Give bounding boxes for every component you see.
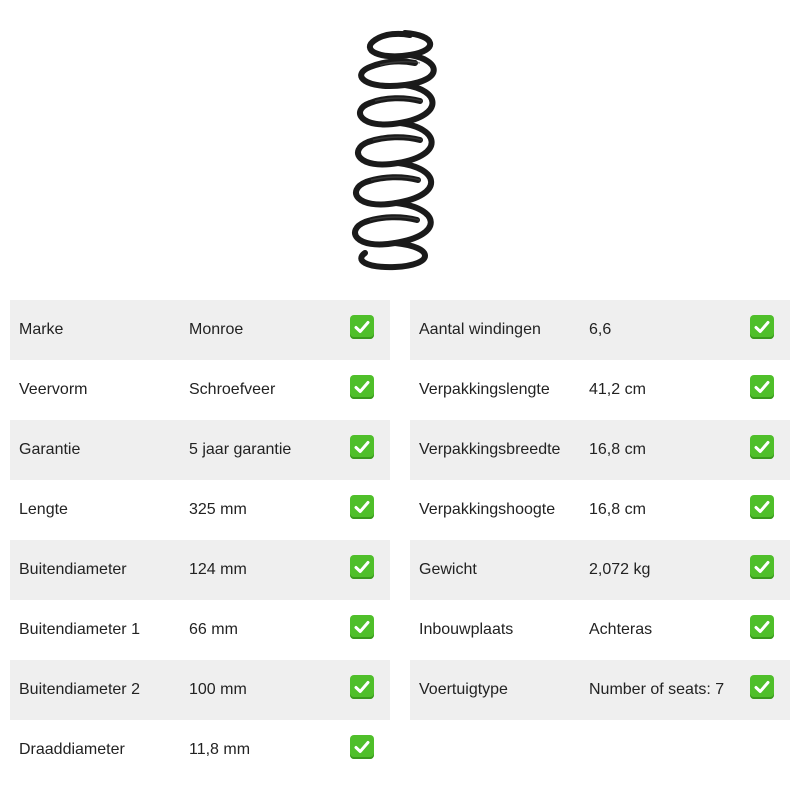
spec-value: 5 jaar garantie (189, 441, 292, 458)
spec-row (10, 420, 390, 480)
check-icon (350, 735, 374, 759)
spec-row (410, 300, 790, 360)
spec-row (410, 480, 790, 540)
spec-label: Buitendiameter (19, 561, 127, 578)
check-icon (350, 315, 374, 339)
spec-label: Gewicht (419, 561, 477, 578)
check-icon (350, 555, 374, 579)
spec-value: Achteras (589, 621, 653, 638)
spec-label: Lengte (19, 501, 68, 518)
check-icon (750, 555, 774, 579)
spec-row (10, 300, 390, 360)
spec-value: Number of seats: 7 (589, 681, 725, 698)
spec-label: Veervorm (19, 381, 88, 398)
spec-value: 41,2 cm (589, 381, 646, 398)
spec-row (10, 660, 390, 720)
spec-row (410, 540, 790, 600)
spec-label: Inbouwplaats (419, 621, 514, 638)
check-icon (750, 495, 774, 519)
spec-table-right (410, 300, 790, 720)
check-icon (350, 675, 374, 699)
spec-value: 100 mm (189, 681, 247, 698)
check-icon (750, 615, 774, 639)
check-icon (350, 435, 374, 459)
check-icon (350, 615, 374, 639)
check-icon (750, 315, 774, 339)
spec-value: 16,8 cm (589, 501, 646, 518)
spec-row (10, 540, 390, 600)
spec-label: Verpakkingsbreedte (419, 441, 561, 458)
spec-row (410, 600, 790, 660)
spec-value: 325 mm (189, 501, 247, 518)
spec-value: 6,6 (589, 321, 612, 338)
spec-row (410, 360, 790, 420)
spec-label: Aantal windingen (419, 321, 541, 338)
spec-label: Buitendiameter 2 (19, 681, 140, 698)
spec-value: 66 mm (189, 621, 238, 638)
check-icon (750, 435, 774, 459)
spec-table-left (10, 300, 390, 780)
spec-label: Buitendiameter 1 (19, 621, 140, 638)
check-icon (350, 375, 374, 399)
spec-value: Schroefveer (189, 381, 276, 398)
product-image (340, 25, 460, 275)
spec-row (10, 480, 390, 540)
spec-label: Verpakkingslengte (419, 381, 550, 398)
spec-row (10, 360, 390, 420)
spec-label: Verpakkingshoogte (419, 501, 556, 518)
spec-row (10, 600, 390, 660)
spec-row (410, 420, 790, 480)
spec-row (10, 720, 390, 780)
spec-label: Draaddiameter (19, 741, 125, 758)
spec-label: Voertuigtype (419, 681, 508, 698)
spec-row (410, 660, 790, 720)
check-icon (750, 675, 774, 699)
spec-value: 16,8 cm (589, 441, 646, 458)
spec-value: Monroe (189, 321, 244, 338)
spec-value: 2,072 kg (589, 561, 651, 578)
check-icon (750, 375, 774, 399)
coil-spring-icon (340, 25, 460, 275)
check-icon (350, 495, 374, 519)
spec-value: 124 mm (189, 561, 247, 578)
spec-label: Marke (19, 321, 64, 338)
spec-value: 11,8 mm (189, 741, 251, 758)
spec-label: Garantie (19, 441, 81, 458)
